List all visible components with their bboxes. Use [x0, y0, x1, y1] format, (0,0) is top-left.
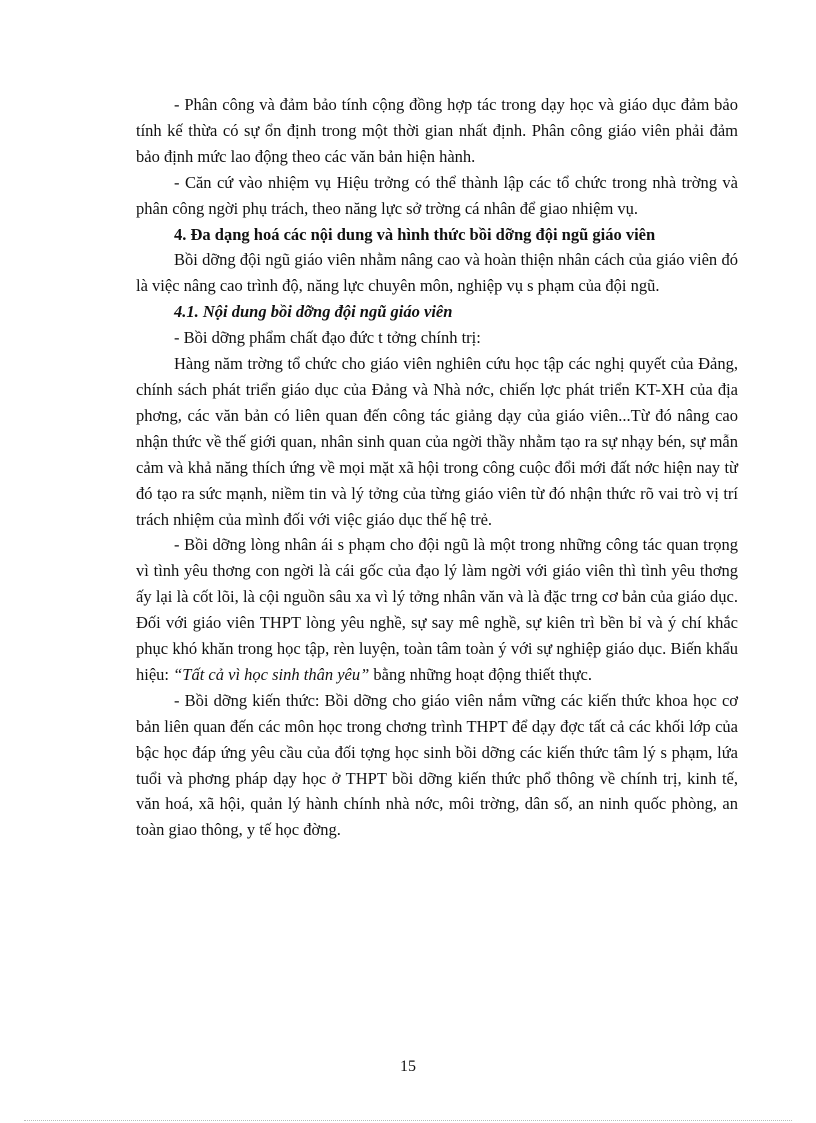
paragraph-assignment: - Phân công và đảm bảo tính cộng đồng hợp tác trong dạy học và giáo dục đảm bảo tính kế thừa có sự ổn định trong một thời gian nhất định. Phân công giáo viên phải đảm bảo định mức lao động theo các văn bản hiện hành. — [136, 95, 738, 166]
subsection-heading-4-1: 4.1. Nội dung bồi dỡng đội ngũ giáo viên — [174, 302, 453, 322]
section-heading-4: 4. Đa dạng hoá các nội dung và hình thức bồi dỡng đội ngũ giáo viên — [174, 224, 656, 244]
page-number: 15 — [400, 1058, 416, 1075]
paragraph-ethics-heading: - Bồi dỡng phẩm chất đạo đức t tởng chính trị: — [174, 328, 481, 348]
compassion-text: - Bồi dỡng lòng nhân ái s phạm cho đội ngũ là một trong những công tác quan trọng vì tình yêu thơng con ngời là cái gốc của đạo lý làm ngời với giáo viên thì tình yêu thơng ấy lại là cốt lõi, là cội nguồn sâu xa vì lý tởng nhân văn và là đặc trng cơ bản của giáo dục. Đối với giáo viên THPT lòng yêu nghề, sự say mê nghề, sự kiên trì bền bỉ và ý chí khắc phục khó khăn trong học tập, rèn luyện, toàn tâm toàn ý với sự nghiệp giáo dục. Biến khẩu hiệu: — [136, 535, 738, 684]
paragraph-training-intro: Bồi dỡng đội ngũ giáo viên nhằm nâng cao và hoàn thiện nhân cách của giáo viên đó là việc nâng cao trình độ, năng lực chuyên môn, nghiệp vụ s phạm của đội ngũ. — [136, 250, 738, 296]
slogan-quote: “Tất cả vì học sinh thân yêu” — [173, 664, 370, 684]
paragraph-knowledge: - Bồi dỡng kiến thức: Bồi dỡng cho giáo viên nắm vững các kiến thức khoa học cơ bản liên quan đến các môn học trong chơng trình THPT để dạy đợc tất cả các khối lớp của bậc học đáp ứng yêu cầu của đối tợng học sinh bồi dỡng các kiến thức tâm lý s phạm, lứa tuổi và phơng pháp dạy học ở THPT bồi dỡng kiến thức phổ thông về chính trị, kinh tế, văn hoá, xã hội, quản lý hành chính nhà nớc, môi trờng, dân số, an ninh quốc phòng, an toàn giao thông, y tế học đờng. — [136, 690, 738, 840]
paragraph-compassion — [136, 532, 738, 687]
document-body — [136, 92, 738, 843]
paragraph-annual-study: Hàng năm trờng tổ chức cho giáo viên nghiên cứu học tập các nghị quyết của Đảng, chính sách phát triển giáo dục của Đảng và Nhà nớc, chiến lợc phát triển KT-XH của địa phơng, các văn bản có liên quan đến công tác giảng dạy của giáo viên...Từ đó nâng cao nhận thức về thế giới quan, nhân sinh quan của ngời thầy nhằm tạo ra sự nhạy bén, sự mẫn cảm và khả năng thích ứng về mọi mặt xã hội trong công cuộc đổi mới đất nớc hiện nay từ đó tạo ra sức mạnh, niềm tin và lý tởng của từng giáo viên từ đó nhận thức rõ vai trò vị trí trách nhiệm của mình đối với việc giáo dục thế hệ trẻ. — [136, 354, 738, 529]
page-bottom-divider — [24, 1120, 792, 1121]
compassion-text-end: bằng những hoạt động thiết thực. — [369, 664, 593, 684]
paragraph-principal: - Căn cứ vào nhiệm vụ Hiệu trởng có thể thành lập các tổ chức trong nhà trờng và phân công ngời phụ trách, theo năng lực sở trờng cá nhân để giao nhiệm vụ. — [136, 172, 738, 218]
